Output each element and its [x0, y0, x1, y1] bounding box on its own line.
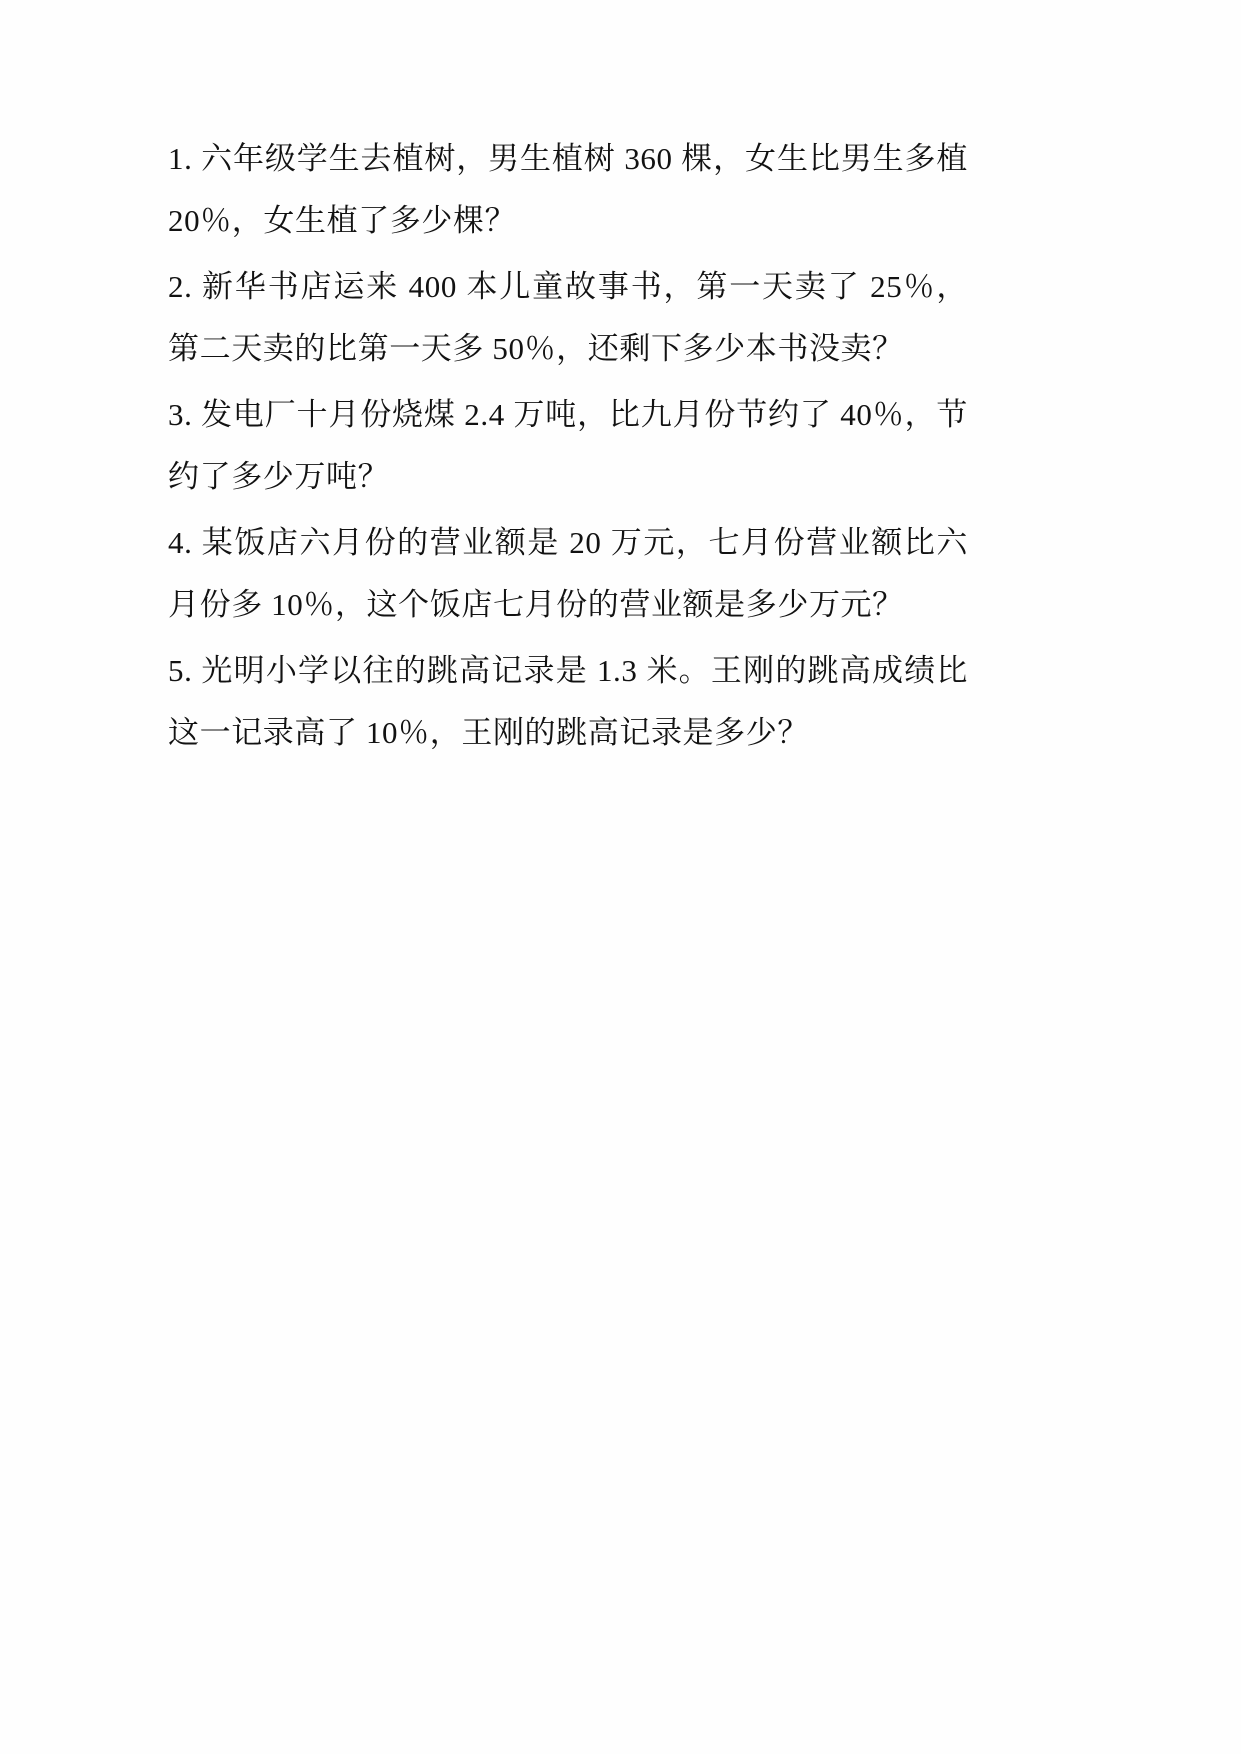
problem-item-1: 1. 六年级学生去植树，男生植树 360 棵，女生比男生多植 20％，女生植了多少棵？ [168, 141, 968, 238]
problem-item-4: 4. 某饭店六月份的营业额是 20 万元，七月份营业额比六月份多 10％，这个饭店七月份的营业额是多少万元？ [168, 525, 968, 622]
problem-item-2: 2. 新华书店运来 400 本儿童故事书，第一天卖了 25％，第二天卖的比第一天多 50％，还剩下多少本书没卖？ [168, 269, 968, 366]
problem-item-5: 5. 光明小学以往的跳高记录是 1.3 米。王刚的跳高成绩比这一记录高了 10％，王刚的跳高记录是多少？ [168, 653, 968, 750]
problem-item-3: 3. 发电厂十月份烧煤 2.4 万吨，比九月份节约了 40％，节约了多少万吨？ [168, 397, 968, 494]
problem-list [168, 128, 968, 768]
